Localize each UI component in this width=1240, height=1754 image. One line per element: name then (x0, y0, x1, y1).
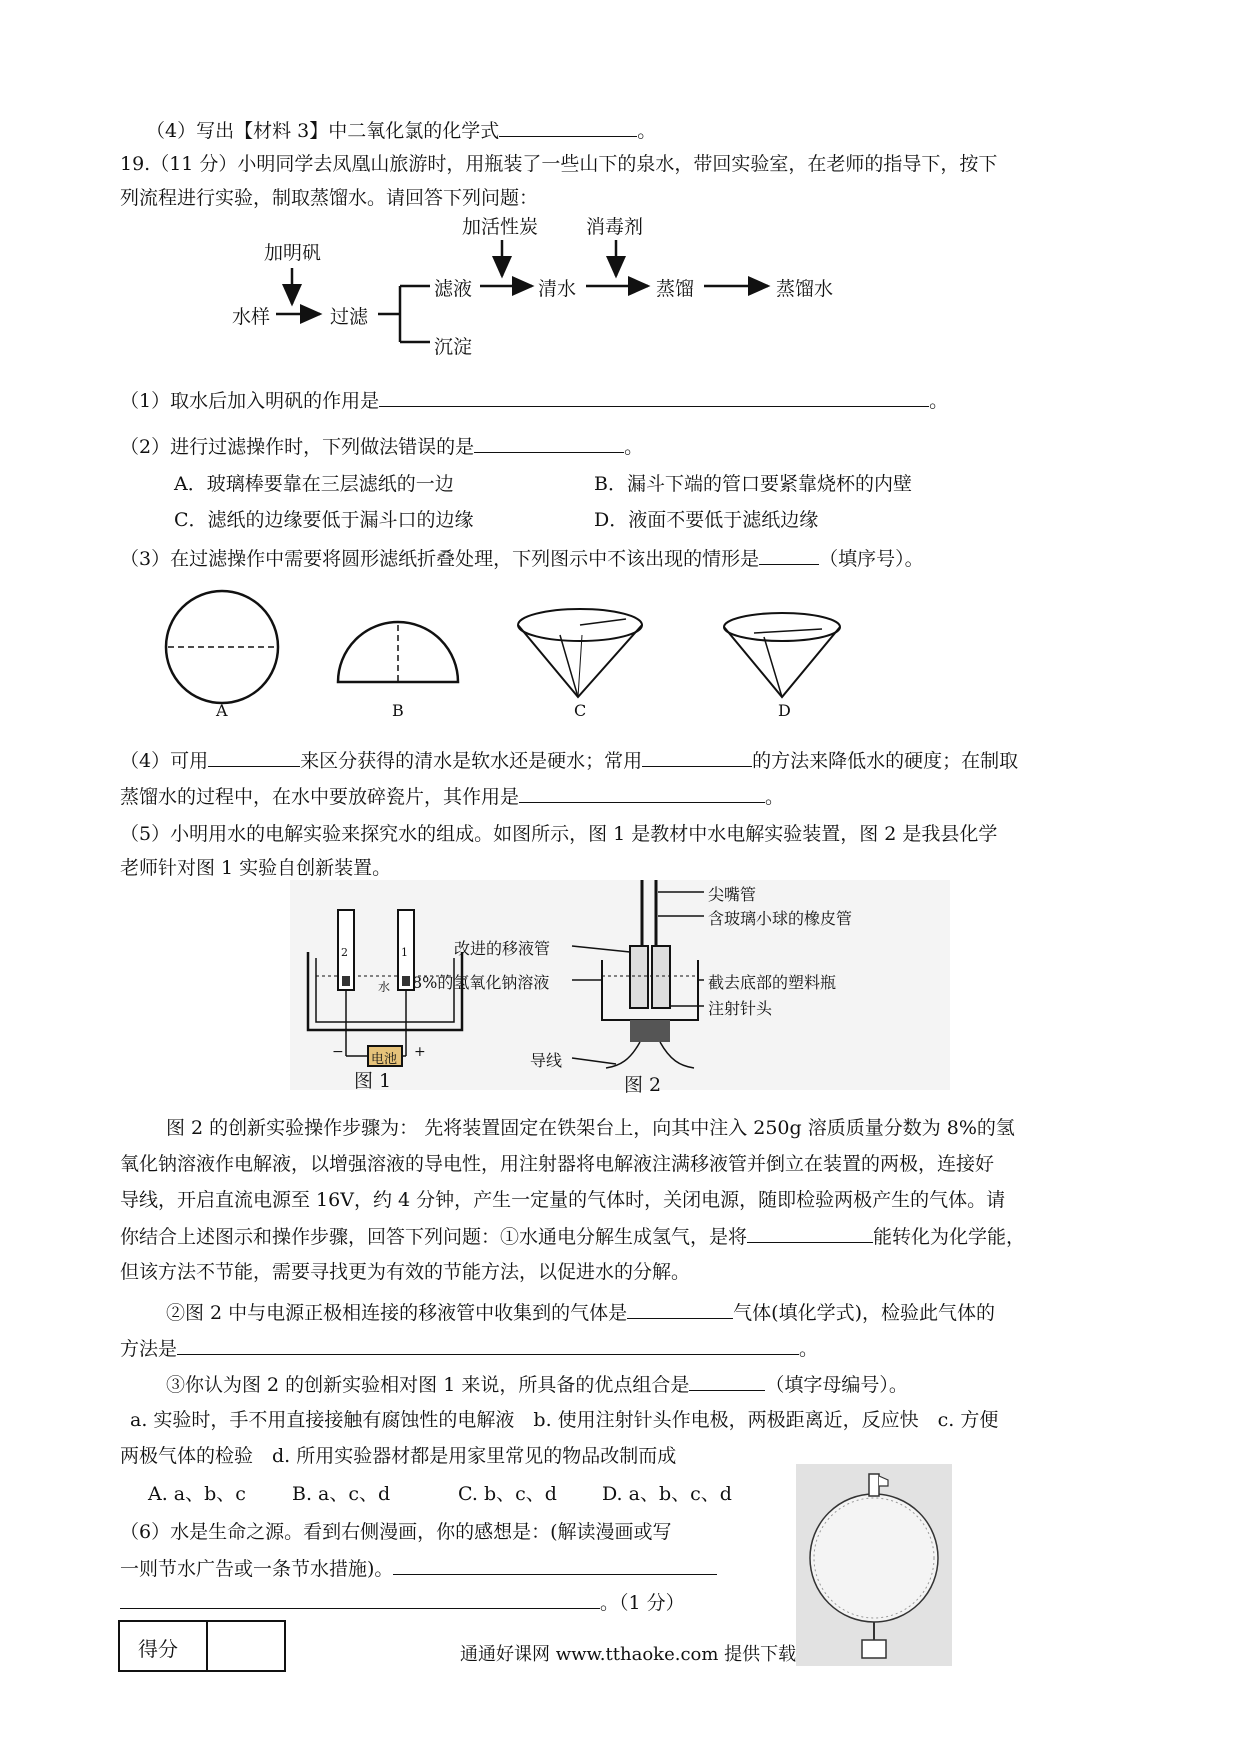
q2-answer-blank[interactable] (474, 434, 624, 453)
q2-text: （2）进行过滤操作时，下列做法错误的是 (120, 436, 475, 458)
label-wire: 导线 (530, 1051, 563, 1070)
flow-distill: 蒸馏 (656, 278, 695, 300)
figure-d-cone (724, 613, 840, 697)
tube-left-label: 2 (341, 946, 348, 959)
q18-4-end: 。 (637, 120, 657, 142)
q4-p3: 的方法来降低水的硬度；在制取 (752, 750, 1019, 772)
flow-distilled-water: 蒸馏水 (776, 278, 834, 300)
q18-4-line (146, 118, 656, 143)
q6-line2 (120, 1556, 717, 1581)
score-input[interactable] (210, 1624, 280, 1668)
purification-flowchart (220, 210, 940, 370)
q4-line1 (120, 748, 1018, 773)
q5-2-p1: ②图 2 中与电源正极相连接的移液管中收集到的气体是 (166, 1302, 628, 1324)
flow-clear-water: 清水 (538, 278, 577, 300)
score-label: 得分 (138, 1637, 178, 1661)
figure-a-label: A (216, 701, 228, 720)
q3-text: （3）在过滤操作中需要将圆形滤纸折叠处理，下列图示中不该出现的情形是 (120, 548, 760, 570)
figure-a-circle (166, 591, 278, 703)
q6-blank-2[interactable] (120, 1590, 600, 1609)
label-tip-tube: 尖嘴管 (708, 885, 757, 904)
q4-line2 (120, 784, 784, 809)
q3-line (120, 546, 924, 571)
q1-end: 。 (929, 390, 949, 412)
footer-text: 通通好课网 www.tthaoke.com 提供下载 (460, 1644, 797, 1665)
q5-3-p1: ③你认为图 2 的创新实验相对图 1 来说，所具备的优点组合是 (166, 1374, 690, 1396)
water-label: 水 (378, 980, 391, 994)
q6-line2-text: 一则节水广告或一条节水措施)。 (120, 1558, 394, 1580)
q2-option-a: A．玻璃棒要靠在三层滤纸的一边 (174, 473, 454, 495)
q6-line1: （6）水是生命之源。看到右侧漫画，你的感想是：(解读漫画或写 (120, 1521, 672, 1543)
q6-line3 (120, 1590, 685, 1615)
q5-choices (148, 1482, 732, 1506)
flow-filtrate: 滤液 (434, 278, 473, 300)
q4-end: 。 (765, 786, 785, 808)
figure-2-apparatus (572, 880, 704, 1068)
q4-p1: （4）可用 (120, 750, 209, 772)
q5-steps-line4a: 你结合上述图示和操作步骤，回答下列问题：①水通电分解生成氢气，是将 (120, 1226, 748, 1248)
tube-right-label: 1 (401, 946, 408, 959)
minus-label: − (332, 1044, 344, 1060)
score-divider (206, 1622, 208, 1670)
q4-blank-1[interactable] (208, 748, 300, 767)
q5-3-line (166, 1372, 908, 1397)
q5-2-gas-blank[interactable] (627, 1300, 733, 1319)
q4-p4: 蒸馏水的过程中，在水中要放碎瓷片，其作用是 (120, 786, 520, 808)
figure-c-label: C (574, 701, 587, 720)
q5-steps-line2: 氧化钠溶液作电解液，以增强溶液的导电性，用注射器将电解液注满移液管并倒立在装置的两极，连接好 (120, 1153, 995, 1175)
q1-text: （1）取水后加入明矾的作用是 (120, 390, 380, 412)
q5-energy-blank[interactable] (747, 1224, 873, 1243)
q6-blank-1[interactable] (393, 1556, 717, 1575)
flow-add-carbon: 加活性炭 (462, 216, 539, 238)
q5-steps-line5: 但该方法不节能，需要寻找更为有效的节能方法，以促进水的分解。 (120, 1261, 691, 1283)
q5-3-blank[interactable] (689, 1372, 765, 1391)
q19-intro-line2: 列流程进行实验，制取蒸馏水。请回答下列问题： (120, 187, 539, 209)
q2-line (120, 434, 643, 459)
q1-answer-blank[interactable] (379, 388, 929, 407)
q5-choice-b: B. a、c、d (292, 1483, 391, 1505)
q5-2-end: 。 (799, 1338, 819, 1360)
q5-line2: 老师针对图 1 实验自创新装置。 (120, 857, 392, 879)
battery-label: 电池 (371, 1052, 398, 1067)
water-saving-cartoon (796, 1464, 952, 1666)
q5-steps-line1: 图 2 的创新实验操作步骤为： 先将装置固定在铁架台上，向其中注入 250g 溶质质量分数为 8%的氢 (166, 1117, 1015, 1139)
q19-intro-line1: 19.（11 分）小明同学去凤凰山旅游时，用瓶装了一些山下的泉水，带回实验室，在老师的指导下，按下 (120, 153, 998, 175)
q6-end: 。（1 分） (600, 1592, 685, 1614)
q4-blank-3[interactable] (519, 784, 765, 803)
q5-2-p2: 气体(填化学式)，检验此气体的 (733, 1302, 995, 1324)
q2-option-b: B．漏斗下端的管口要紧靠烧杯的内壁 (594, 473, 912, 495)
q2-option-d: D．液面不要低于滤纸边缘 (594, 509, 819, 531)
flow-water-sample: 水样 (232, 306, 271, 328)
figure-b-semicircle (338, 622, 458, 682)
q5-choice-a: A. a、b、c (148, 1483, 246, 1505)
q5-steps-line4 (120, 1224, 1025, 1249)
q5-steps-line4b: 能转化为化学能， (873, 1226, 1026, 1248)
flow-disinfectant: 消毒剂 (586, 216, 644, 238)
q3-suffix: （填序号）。 (819, 548, 924, 570)
label-pipette: 改进的移液管 (454, 939, 551, 958)
q5-adv-line1: a. 实验时，手不用直接接触有腐蚀性的电解液 b. 使用注射针头作电极，两极距离近，反应快 c. 方便 (130, 1409, 999, 1431)
label-plastic-bottle: 截去底部的塑料瓶 (708, 973, 837, 992)
figure-b-label: B (392, 701, 404, 720)
answer-blank[interactable] (499, 118, 637, 137)
q3-answer-blank[interactable] (759, 546, 819, 565)
flow-filter: 过滤 (330, 306, 369, 328)
flow-precipitate: 沉淀 (434, 336, 473, 358)
q5-choice-d: D. a、b、c、d (602, 1483, 732, 1505)
filter-paper-figures (160, 585, 850, 725)
plus-label: + (414, 1044, 426, 1060)
flow-add-alum: 加明矾 (264, 242, 322, 264)
label-rubber-tube: 含玻璃小球的橡皮管 (708, 909, 853, 928)
q5-2-line1 (166, 1300, 995, 1325)
q2-option-c: C．滤纸的边缘要低于漏斗口的边缘 (174, 509, 474, 531)
q18-4-text: （4）写出【材料 3】中二氧化氯的化学式 (146, 120, 500, 142)
electrolysis-figures (290, 880, 950, 1096)
q4-p2: 来区分获得的清水是软水还是硬水；常用 (300, 750, 643, 772)
q5-2-method-blank[interactable] (177, 1336, 799, 1355)
q5-3-p2: （填字母编号）。 (765, 1374, 908, 1396)
score-box (118, 1620, 286, 1672)
q2-end: 。 (624, 436, 644, 458)
q5-steps-line3: 导线，开启直流电源至 16V，约 4 分钟，产生一定量的气体时，关闭电源，随即检验两极产生的气体。请 (120, 1189, 1006, 1211)
q5-line1: （5）小明用水的电解实验来探究水的组成。如图所示，图 1 是教材中水电解实验装置，图 2 是我县化学 (120, 823, 998, 845)
figure-d-label: D (778, 701, 791, 720)
q5-adv-line2: 两极气体的检验 d. 所用实验器材都是用家里常见的物品改制而成 (120, 1445, 677, 1467)
q1-line (120, 388, 948, 413)
q5-2-p3: 方法是 (120, 1338, 178, 1360)
q5-2-line2 (120, 1336, 818, 1361)
figure-1-caption: 图 1 (354, 1070, 392, 1092)
figure-c-cone (518, 609, 642, 697)
label-naoh: 8%的氢氧化钠溶液 (412, 973, 550, 992)
q4-blank-2[interactable] (642, 748, 752, 767)
label-needle: 注射针头 (708, 999, 773, 1018)
figure-2-caption: 图 2 (624, 1074, 662, 1096)
q5-choice-c: C. b、c、d (458, 1483, 557, 1505)
